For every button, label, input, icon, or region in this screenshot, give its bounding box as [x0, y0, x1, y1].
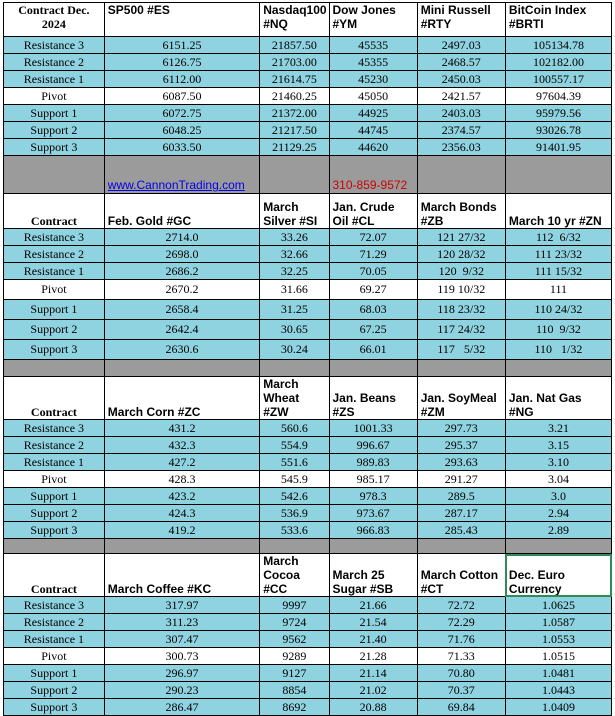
level-value: 44925 [329, 105, 417, 122]
level-value: 996.67 [329, 437, 417, 454]
level-row [4, 682, 612, 699]
level-row [4, 631, 612, 648]
level-label: Resistance 2 [4, 246, 105, 263]
header-row [4, 554, 612, 597]
instrument-header: March Bonds #ZB [417, 194, 505, 229]
level-value: 978.3 [329, 488, 417, 505]
level-value: 120 28/32 [417, 246, 505, 263]
level-row [4, 320, 612, 340]
level-value: 21217.50 [260, 122, 329, 139]
level-value: 20.88 [329, 699, 417, 716]
level-row [4, 454, 612, 471]
level-value: 21.14 [329, 665, 417, 682]
separator-cell [104, 539, 259, 554]
instrument-header: Jan. SoyMeal #ZM [417, 377, 505, 420]
level-value: 21129.25 [260, 139, 329, 156]
level-row [4, 37, 612, 54]
level-label: Resistance 2 [4, 437, 105, 454]
level-value: 293.63 [417, 454, 505, 471]
level-value: 295.37 [417, 437, 505, 454]
level-value: 120 9/32 [417, 263, 505, 280]
pivot-levels-sheet [3, 2, 612, 716]
level-value: 9724 [260, 614, 329, 631]
level-value: 45535 [329, 37, 417, 54]
level-value: 100557.17 [505, 71, 611, 88]
level-value: 2.89 [505, 522, 611, 539]
level-value: 71.33 [417, 648, 505, 665]
level-value: 554.9 [260, 437, 329, 454]
level-value: 118 23/32 [417, 300, 505, 320]
level-value: 32.66 [260, 246, 329, 263]
level-value: 9562 [260, 631, 329, 648]
separator-cell [505, 539, 611, 554]
level-value: 8692 [260, 699, 329, 716]
level-value: 3.04 [505, 471, 611, 488]
level-value: 66.01 [329, 340, 417, 360]
separator-cell [329, 360, 417, 377]
level-value: 70.05 [329, 263, 417, 280]
level-value: 111 23/32 [505, 246, 611, 263]
level-value: 67.25 [329, 320, 417, 340]
level-value: 2497.03 [417, 37, 505, 54]
contract-header: Contract Dec. 2024 [4, 3, 105, 37]
instrument-header: SP500 #ES [104, 3, 259, 37]
level-value: 2.94 [505, 505, 611, 522]
separator-cell [505, 360, 611, 377]
level-value: 69.27 [329, 280, 417, 300]
level-value: 2450.03 [417, 71, 505, 88]
level-value: 2698.0 [104, 246, 259, 263]
level-value: 317.97 [104, 597, 259, 614]
level-value: 560.6 [260, 420, 329, 437]
instrument-header: Dow Jones #YM [329, 3, 417, 37]
level-value: 966.83 [329, 522, 417, 539]
instrument-header: BitCoin Index #BRTI [505, 3, 611, 37]
separator-cell [417, 539, 505, 554]
separator-cell [260, 156, 329, 194]
level-row [4, 263, 612, 280]
level-value: 68.03 [329, 300, 417, 320]
level-value: 1.0409 [505, 699, 611, 716]
level-value: 419.2 [104, 522, 259, 539]
level-value: 2403.03 [417, 105, 505, 122]
level-label: Support 1 [4, 488, 105, 505]
separator-cell [260, 360, 329, 377]
level-label: Support 1 [4, 105, 105, 122]
level-row [4, 246, 612, 263]
level-value: 1.0587 [505, 614, 611, 631]
level-value: 71.29 [329, 246, 417, 263]
level-value: 300.73 [104, 648, 259, 665]
level-row [4, 139, 612, 156]
instrument-header: March Cotton #CT [417, 554, 505, 597]
level-row [4, 340, 612, 360]
level-label: Support 2 [4, 682, 105, 699]
level-value: 33.26 [260, 229, 329, 246]
level-value: 21.28 [329, 648, 417, 665]
instrument-header: March 10 yr #ZN [505, 194, 611, 229]
level-value: 121 27/32 [417, 229, 505, 246]
level-value: 1.0625 [505, 597, 611, 614]
level-label: Support 3 [4, 699, 105, 716]
separator-cell [260, 539, 329, 554]
phone-cell [329, 156, 417, 194]
level-row [4, 229, 612, 246]
level-value: 111 [505, 280, 611, 300]
phone-number: 310-859-9572 [332, 178, 408, 192]
level-value: 2714.0 [104, 229, 259, 246]
level-value: 9289 [260, 648, 329, 665]
level-value: 21460.25 [260, 88, 329, 105]
level-label: Support 1 [4, 300, 105, 320]
level-value: 69.84 [417, 699, 505, 716]
separator-cell [4, 539, 105, 554]
level-value: 31.25 [260, 300, 329, 320]
level-row [4, 105, 612, 122]
level-label: Support 2 [4, 505, 105, 522]
level-value: 112 6/32 [505, 229, 611, 246]
level-value: 285.43 [417, 522, 505, 539]
level-label: Pivot [4, 280, 105, 300]
level-value: 21614.75 [260, 71, 329, 88]
level-value: 428.3 [104, 471, 259, 488]
level-value: 296.97 [104, 665, 259, 682]
level-value: 2468.57 [417, 54, 505, 71]
level-value: 117 5/32 [417, 340, 505, 360]
level-label: Support 3 [4, 340, 105, 360]
level-value: 536.9 [260, 505, 329, 522]
level-row [4, 699, 612, 716]
level-value: 110 9/32 [505, 320, 611, 340]
level-value: 2686.2 [104, 263, 259, 280]
level-value: 45230 [329, 71, 417, 88]
level-label: Support 1 [4, 665, 105, 682]
level-value: 2374.57 [417, 122, 505, 139]
level-value: 533.6 [260, 522, 329, 539]
level-value: 45050 [329, 88, 417, 105]
level-value: 44745 [329, 122, 417, 139]
level-value: 423.2 [104, 488, 259, 505]
level-value: 542.6 [260, 488, 329, 505]
level-value: 307.47 [104, 631, 259, 648]
level-value: 3.21 [505, 420, 611, 437]
level-label: Resistance 3 [4, 229, 105, 246]
level-row [4, 437, 612, 454]
separator-cell [4, 156, 105, 194]
level-value: 2630.6 [104, 340, 259, 360]
level-value: 6033.50 [104, 139, 259, 156]
level-value: 105134.78 [505, 37, 611, 54]
level-value: 71.76 [417, 631, 505, 648]
level-value: 1.0443 [505, 682, 611, 699]
level-value: 21.54 [329, 614, 417, 631]
level-value: 424.3 [104, 505, 259, 522]
instrument-header: March Cocoa #CC [260, 554, 329, 597]
level-value: 32.25 [260, 263, 329, 280]
level-label: Resistance 1 [4, 71, 105, 88]
level-value: 427.2 [104, 454, 259, 471]
level-value: 95979.56 [505, 105, 611, 122]
separator-cell [104, 360, 259, 377]
level-value: 21857.50 [260, 37, 329, 54]
instrument-header: Nasdaq100 #NQ [260, 3, 329, 37]
level-label: Support 3 [4, 522, 105, 539]
level-row [4, 505, 612, 522]
header-row [4, 194, 612, 229]
level-row [4, 665, 612, 682]
level-value: 2421.57 [417, 88, 505, 105]
level-row [4, 300, 612, 320]
website-link[interactable]: www.CannonTrading.com [107, 178, 245, 192]
level-row [4, 522, 612, 539]
level-value: 985.17 [329, 471, 417, 488]
pivot-row [4, 471, 612, 488]
level-label: Resistance 1 [4, 263, 105, 280]
level-label: Support 2 [4, 320, 105, 340]
level-value: 21.66 [329, 597, 417, 614]
website-cell [104, 156, 259, 194]
level-value: 290.23 [104, 682, 259, 699]
level-value: 70.80 [417, 665, 505, 682]
level-label: Resistance 1 [4, 454, 105, 471]
separator-cell [329, 539, 417, 554]
instrument-header: March Coffee #KC [104, 554, 259, 597]
instrument-header: Feb. Gold #GC [104, 194, 259, 229]
level-value: 6112.00 [104, 71, 259, 88]
level-label: Resistance 3 [4, 420, 105, 437]
level-value: 21703.00 [260, 54, 329, 71]
level-value: 297.73 [417, 420, 505, 437]
level-value: 30.65 [260, 320, 329, 340]
level-value: 545.9 [260, 471, 329, 488]
separator-row [4, 360, 612, 377]
separator-row [4, 539, 612, 554]
level-value: 110 1/32 [505, 340, 611, 360]
level-label: Support 3 [4, 139, 105, 156]
level-value: 3.10 [505, 454, 611, 471]
level-value: 291.27 [417, 471, 505, 488]
level-label: Pivot [4, 88, 105, 105]
instrument-header: March 25 Sugar #SB [329, 554, 417, 597]
level-value: 6151.25 [104, 37, 259, 54]
level-value: 3.15 [505, 437, 611, 454]
level-value: 1.0553 [505, 631, 611, 648]
level-value: 6087.50 [104, 88, 259, 105]
contract-header: Contract [4, 554, 105, 597]
level-value: 119 10/32 [417, 280, 505, 300]
level-value: 989.83 [329, 454, 417, 471]
instrument-header: Jan. Crude Oil #CL [329, 194, 417, 229]
level-label: Resistance 2 [4, 54, 105, 71]
level-value: 1.0515 [505, 648, 611, 665]
level-value: 431.2 [104, 420, 259, 437]
level-value: 8854 [260, 682, 329, 699]
level-value: 70.37 [417, 682, 505, 699]
level-value: 287.17 [417, 505, 505, 522]
instrument-header: Dec. Euro Currency [505, 554, 611, 597]
level-value: 44620 [329, 139, 417, 156]
level-row [4, 122, 612, 139]
level-row [4, 54, 612, 71]
level-value: 31.66 [260, 280, 329, 300]
level-row [4, 614, 612, 631]
level-value: 72.07 [329, 229, 417, 246]
level-label: Support 2 [4, 122, 105, 139]
level-label: Resistance 2 [4, 614, 105, 631]
level-value: 110 24/32 [505, 300, 611, 320]
level-value: 117 24/32 [417, 320, 505, 340]
pivot-row [4, 648, 612, 665]
level-value: 973.67 [329, 505, 417, 522]
level-value: 30.24 [260, 340, 329, 360]
level-value: 6072.75 [104, 105, 259, 122]
level-label: Pivot [4, 648, 105, 665]
level-value: 311.23 [104, 614, 259, 631]
level-value: 91401.95 [505, 139, 611, 156]
pivot-row [4, 280, 612, 300]
level-value: 6048.25 [104, 122, 259, 139]
level-value: 1.0481 [505, 665, 611, 682]
level-value: 102182.00 [505, 54, 611, 71]
level-value: 2670.2 [104, 280, 259, 300]
level-row [4, 488, 612, 505]
level-value: 9127 [260, 665, 329, 682]
level-value: 9997 [260, 597, 329, 614]
level-row [4, 420, 612, 437]
separator-cell [4, 360, 105, 377]
contract-header: Contract [4, 194, 105, 229]
level-value: 1001.33 [329, 420, 417, 437]
level-value: 3.0 [505, 488, 611, 505]
instrument-header: March Wheat #ZW [260, 377, 329, 420]
level-row [4, 71, 612, 88]
level-value: 111 15/32 [505, 263, 611, 280]
instrument-header: Mini Russell #RTY [417, 3, 505, 37]
header-row [4, 377, 612, 420]
level-row [4, 597, 612, 614]
level-value: 2658.4 [104, 300, 259, 320]
instrument-header: March Corn #ZC [104, 377, 259, 420]
level-value: 45355 [329, 54, 417, 71]
level-value: 551.6 [260, 454, 329, 471]
level-label: Resistance 3 [4, 37, 105, 54]
header-row [4, 3, 612, 37]
instrument-header: Jan. Nat Gas #NG [505, 377, 611, 420]
level-value: 6126.75 [104, 54, 259, 71]
level-value: 286.47 [104, 699, 259, 716]
level-label: Resistance 1 [4, 631, 105, 648]
level-value: 21372.00 [260, 105, 329, 122]
level-value: 2642.4 [104, 320, 259, 340]
level-value: 93026.78 [505, 122, 611, 139]
separator-cell [417, 360, 505, 377]
level-value: 2356.03 [417, 139, 505, 156]
level-value: 97604.39 [505, 88, 611, 105]
instrument-header: March Silver #SI [260, 194, 329, 229]
level-value: 289.5 [417, 488, 505, 505]
level-label: Resistance 3 [4, 597, 105, 614]
level-value: 432.3 [104, 437, 259, 454]
contract-header: Contract [4, 377, 105, 420]
instrument-header: Jan. Beans #ZS [329, 377, 417, 420]
level-value: 21.02 [329, 682, 417, 699]
level-value: 72.72 [417, 597, 505, 614]
separator-cell [505, 156, 611, 194]
level-label: Pivot [4, 471, 105, 488]
level-value: 21.40 [329, 631, 417, 648]
pivot-row [4, 88, 612, 105]
level-value: 72.29 [417, 614, 505, 631]
separator-row [4, 156, 612, 194]
separator-cell [417, 156, 505, 194]
